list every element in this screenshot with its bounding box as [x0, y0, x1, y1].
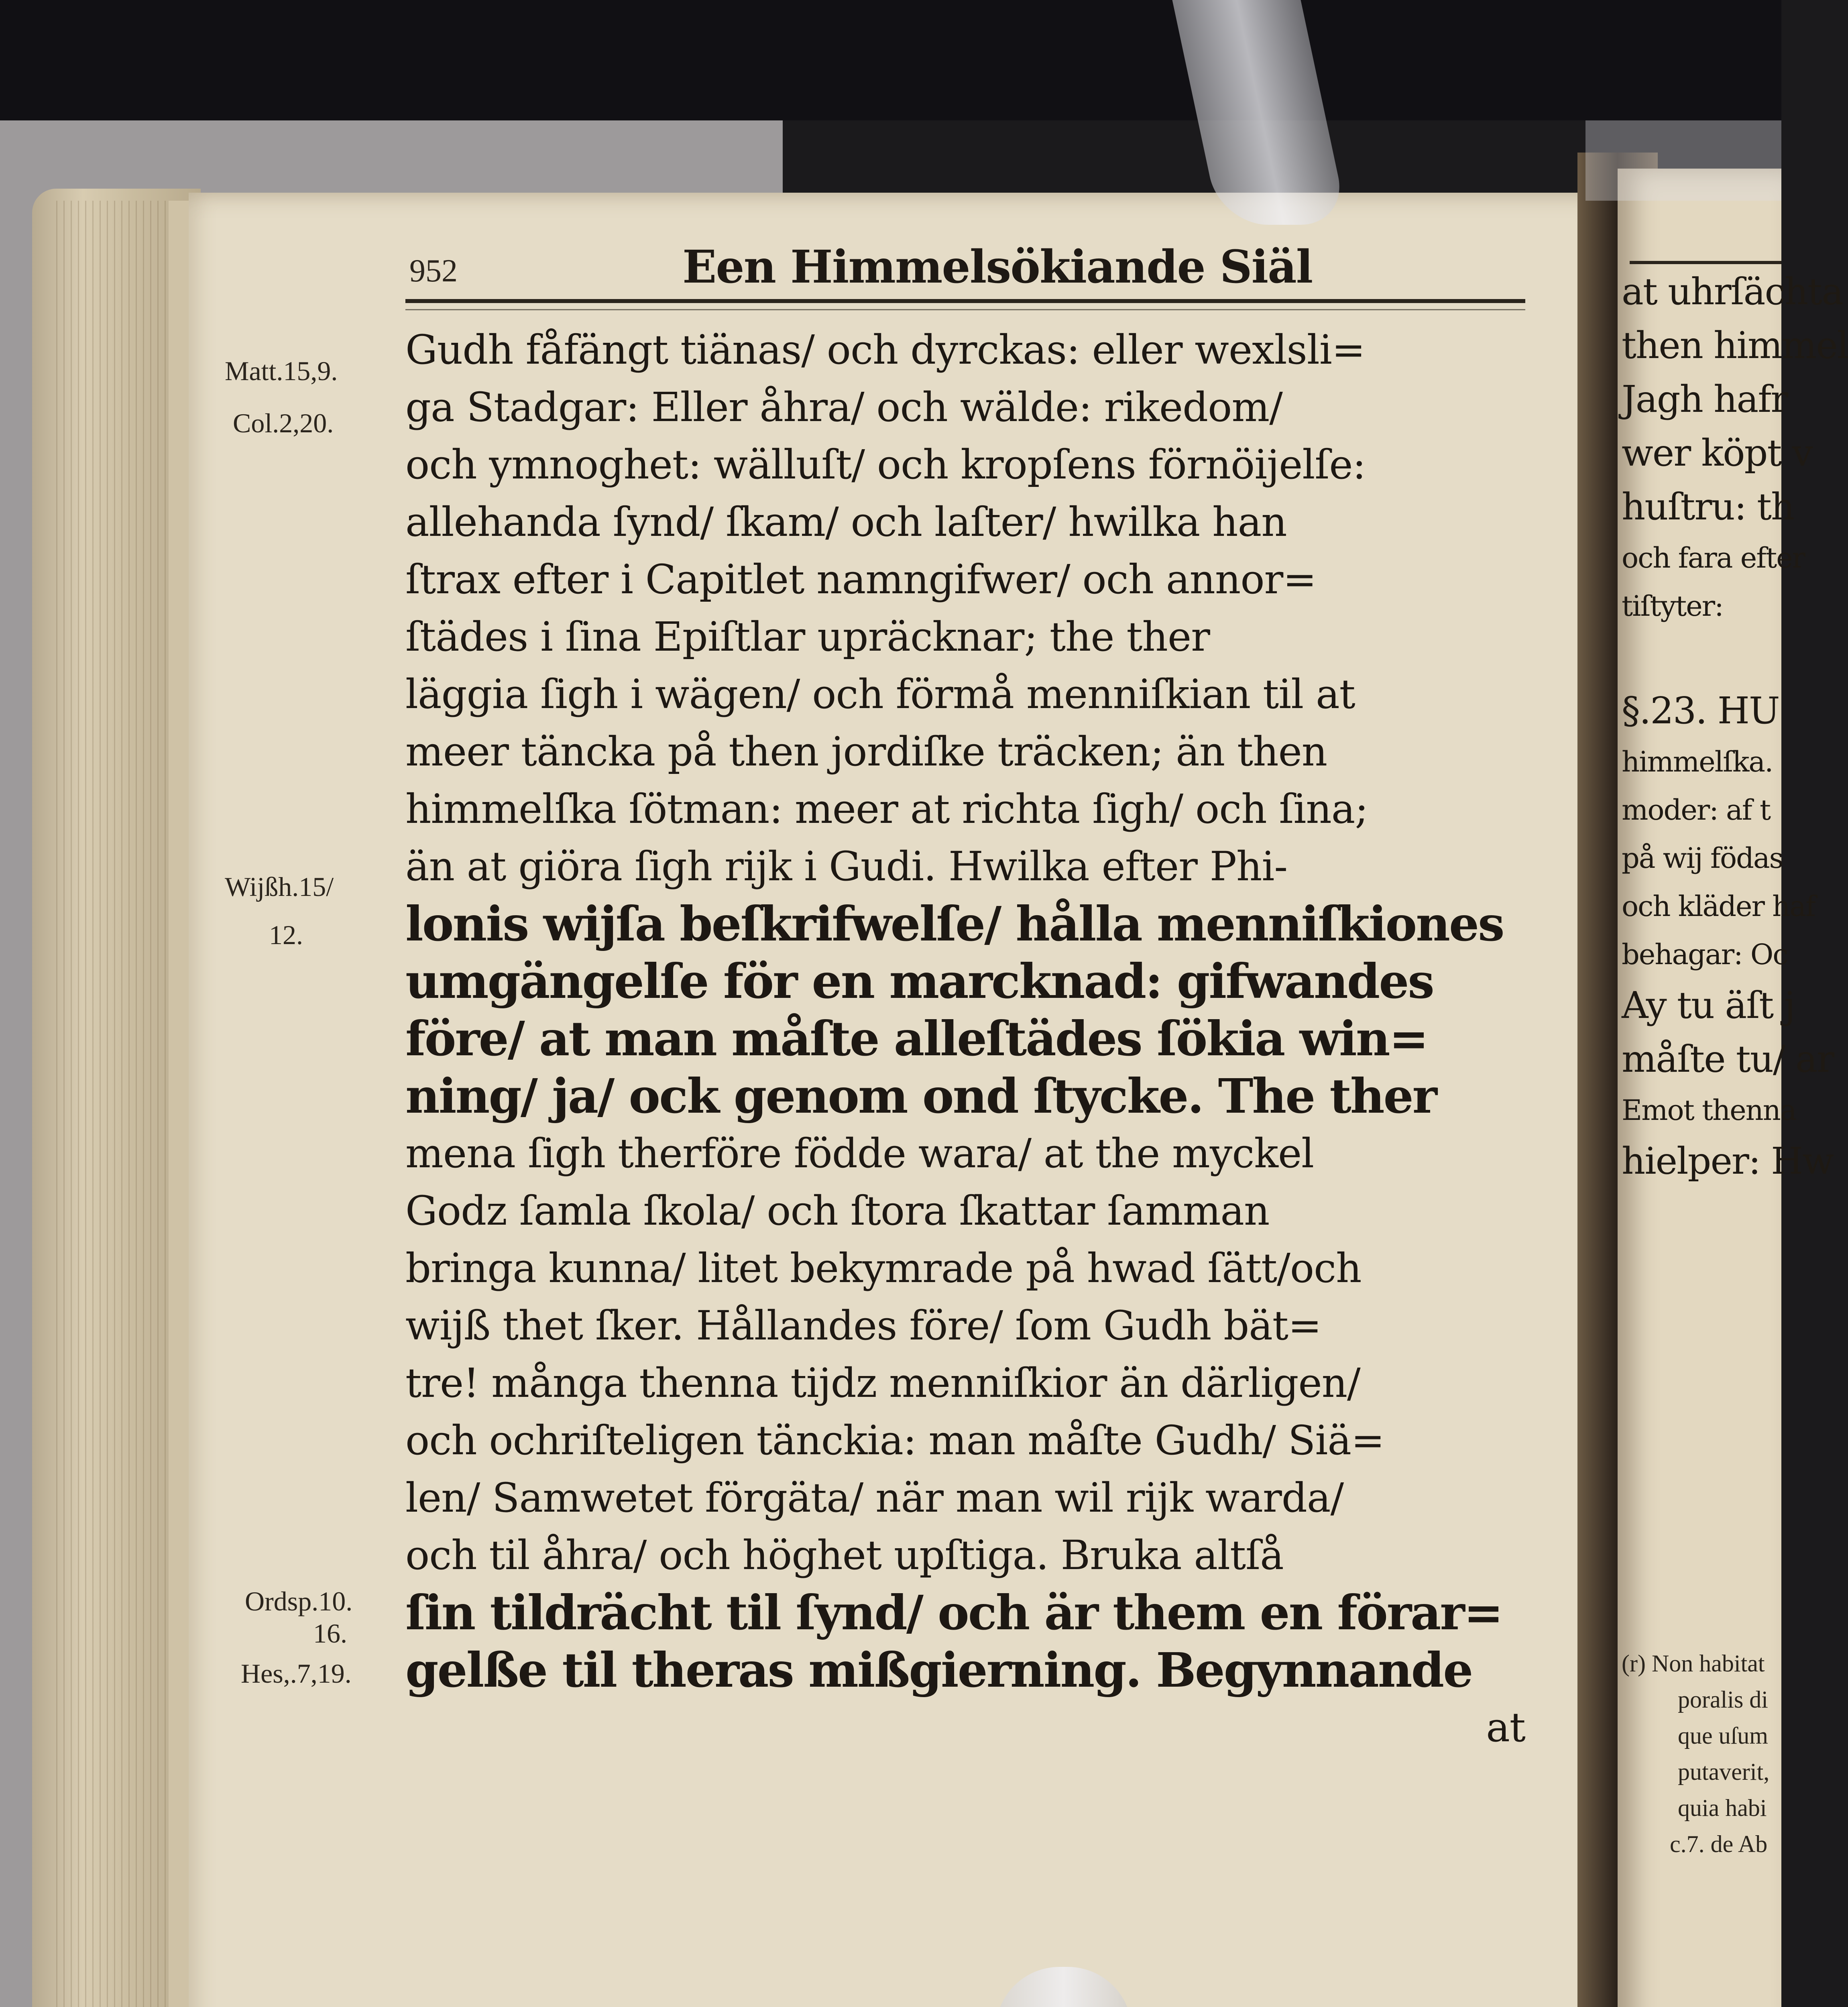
- facing-footnote: quia habi: [1678, 1795, 1767, 1821]
- text-line: wijß thet ſker. Hållandes före/ ſom Gudh bät=: [405, 1302, 1321, 1349]
- margin-note: Matt.15,9.: [225, 356, 338, 386]
- facing-line: på wij födas: [1622, 842, 1783, 875]
- text-line: tre! många thenna tijdz menniſkior än därligen/: [405, 1360, 1360, 1407]
- margin-note: 12.: [269, 920, 303, 950]
- header-rule-thin: [405, 309, 1525, 310]
- text-line: ſtädes i ſina Epiſtlar upräcknar; the ther: [405, 613, 1210, 660]
- facing-line: at uhrſächta: [1622, 270, 1843, 313]
- text-line: och til åhra/ och höghet upſtiga. Bruka altſå: [405, 1532, 1284, 1579]
- facing-footnote: que uſum: [1678, 1722, 1768, 1749]
- text-line: gelße til theras mißgierning. Begynnande: [405, 1642, 1472, 1698]
- text-line: ning/ ja/ ock genom ond ſtycke. The ther: [405, 1068, 1436, 1124]
- running-title: Een Himmelsökiande Siäl: [682, 241, 1313, 293]
- facing-line: tiſtyter:: [1622, 590, 1723, 623]
- facing-line: Ay tu äſt j: [1622, 984, 1795, 1027]
- facing-line: [1622, 630, 1781, 684]
- text-line: läggia ſigh i wägen/ och förmå menniſkian til at: [405, 671, 1355, 718]
- text-line: ſtrax efter i Capitlet namngifwer/ och annor=: [405, 556, 1317, 603]
- body-text: [405, 321, 1525, 1756]
- text-line: meer täncka på then jordiſke träcken; än then: [405, 728, 1327, 775]
- facing-page-rule: [1630, 261, 1781, 264]
- margin-note: Col.2,20.: [233, 408, 334, 438]
- facing-footnote: poralis di: [1678, 1686, 1768, 1713]
- dark-backdrop: [0, 0, 1781, 120]
- facing-footnote: putaverit,: [1678, 1759, 1770, 1785]
- facing-line: behagar: Oc: [1622, 938, 1788, 971]
- text-line: himmelſka ſötman: meer at richta ſigh/ och ſina;: [405, 786, 1368, 833]
- text-line: mena ſigh therföre födde wara/ at the myckel: [405, 1130, 1314, 1177]
- text-line: umgängelſe för en marcknad: gifwandes: [405, 953, 1433, 1009]
- facing-line: moder: af t: [1622, 794, 1771, 826]
- facing-line: hielper: Hw: [1622, 1140, 1834, 1183]
- facing-line: then himmel: [1622, 324, 1848, 367]
- text-line: bringa kunna/ litet bekymrade på hwad ſätt/och: [405, 1245, 1362, 1292]
- text-line: allehanda ſynd/ ſkam/ och laſter/ hwilka han: [405, 499, 1287, 546]
- facing-line: och fara efter: [1622, 541, 1805, 574]
- facing-line: Emot thenna: [1622, 1094, 1796, 1127]
- facing-footnote: (r) Non habitat: [1622, 1650, 1765, 1677]
- margin-note: Hes,.7,19.: [241, 1658, 352, 1689]
- facing-line: wer köpt v: [1622, 432, 1812, 474]
- margin-note: 16.: [313, 1618, 347, 1649]
- page-number: 952: [409, 253, 458, 289]
- glare: [1585, 120, 1781, 201]
- text-line: före/ at man måſte alleſtädes ſökia win=: [405, 1011, 1428, 1067]
- facing-line: och kläder haf: [1622, 890, 1815, 923]
- text-line: Gudh fåfängt tiänas/ och dyrckas: eller wexlsli=: [405, 326, 1365, 373]
- text-line: och ymnoghet: wälluſt/ och kropſens förnöijelſe:: [405, 441, 1366, 488]
- facing-page-text: [1622, 265, 1848, 1188]
- facing-footnote: c.7. de Ab: [1670, 1831, 1768, 1857]
- text-line: än at giöra ſigh rijk i Gudi. Hwilka efter Phi-: [405, 843, 1288, 890]
- text-line: och ochriſteligen tänckia: man måſte Gudh/ Siä=: [405, 1417, 1384, 1464]
- header-rule: [405, 299, 1525, 303]
- text-line: ſin tildrächt til ſynd/ och är them en förar=: [405, 1585, 1502, 1641]
- text-line: ga Stadgar: Eller åhra/ och wälde: rikedom/: [405, 384, 1282, 431]
- facing-line: Jagh hafr: [1622, 378, 1788, 421]
- margin-note: Ordsp.10.: [245, 1586, 353, 1616]
- catchword: at: [1486, 1704, 1525, 1751]
- text-line: len/ Samwetet förgäta/ när man wil rijk warda/: [405, 1474, 1344, 1521]
- facing-line: §.23. HU: [1622, 689, 1779, 732]
- facing-line: huſtru: th: [1622, 485, 1794, 528]
- facing-line: måſte tu/ ar: [1622, 1038, 1834, 1081]
- text-line: lonis wijſa beſkrifwelſe/ hålla menniſkiones: [405, 896, 1504, 952]
- text-line: Godz ſamla ſkola/ och ſtora ſkattar ſamman: [405, 1187, 1270, 1234]
- facing-line: himmelſka.: [1622, 745, 1773, 778]
- margin-note: Wijßh.15/: [225, 871, 334, 902]
